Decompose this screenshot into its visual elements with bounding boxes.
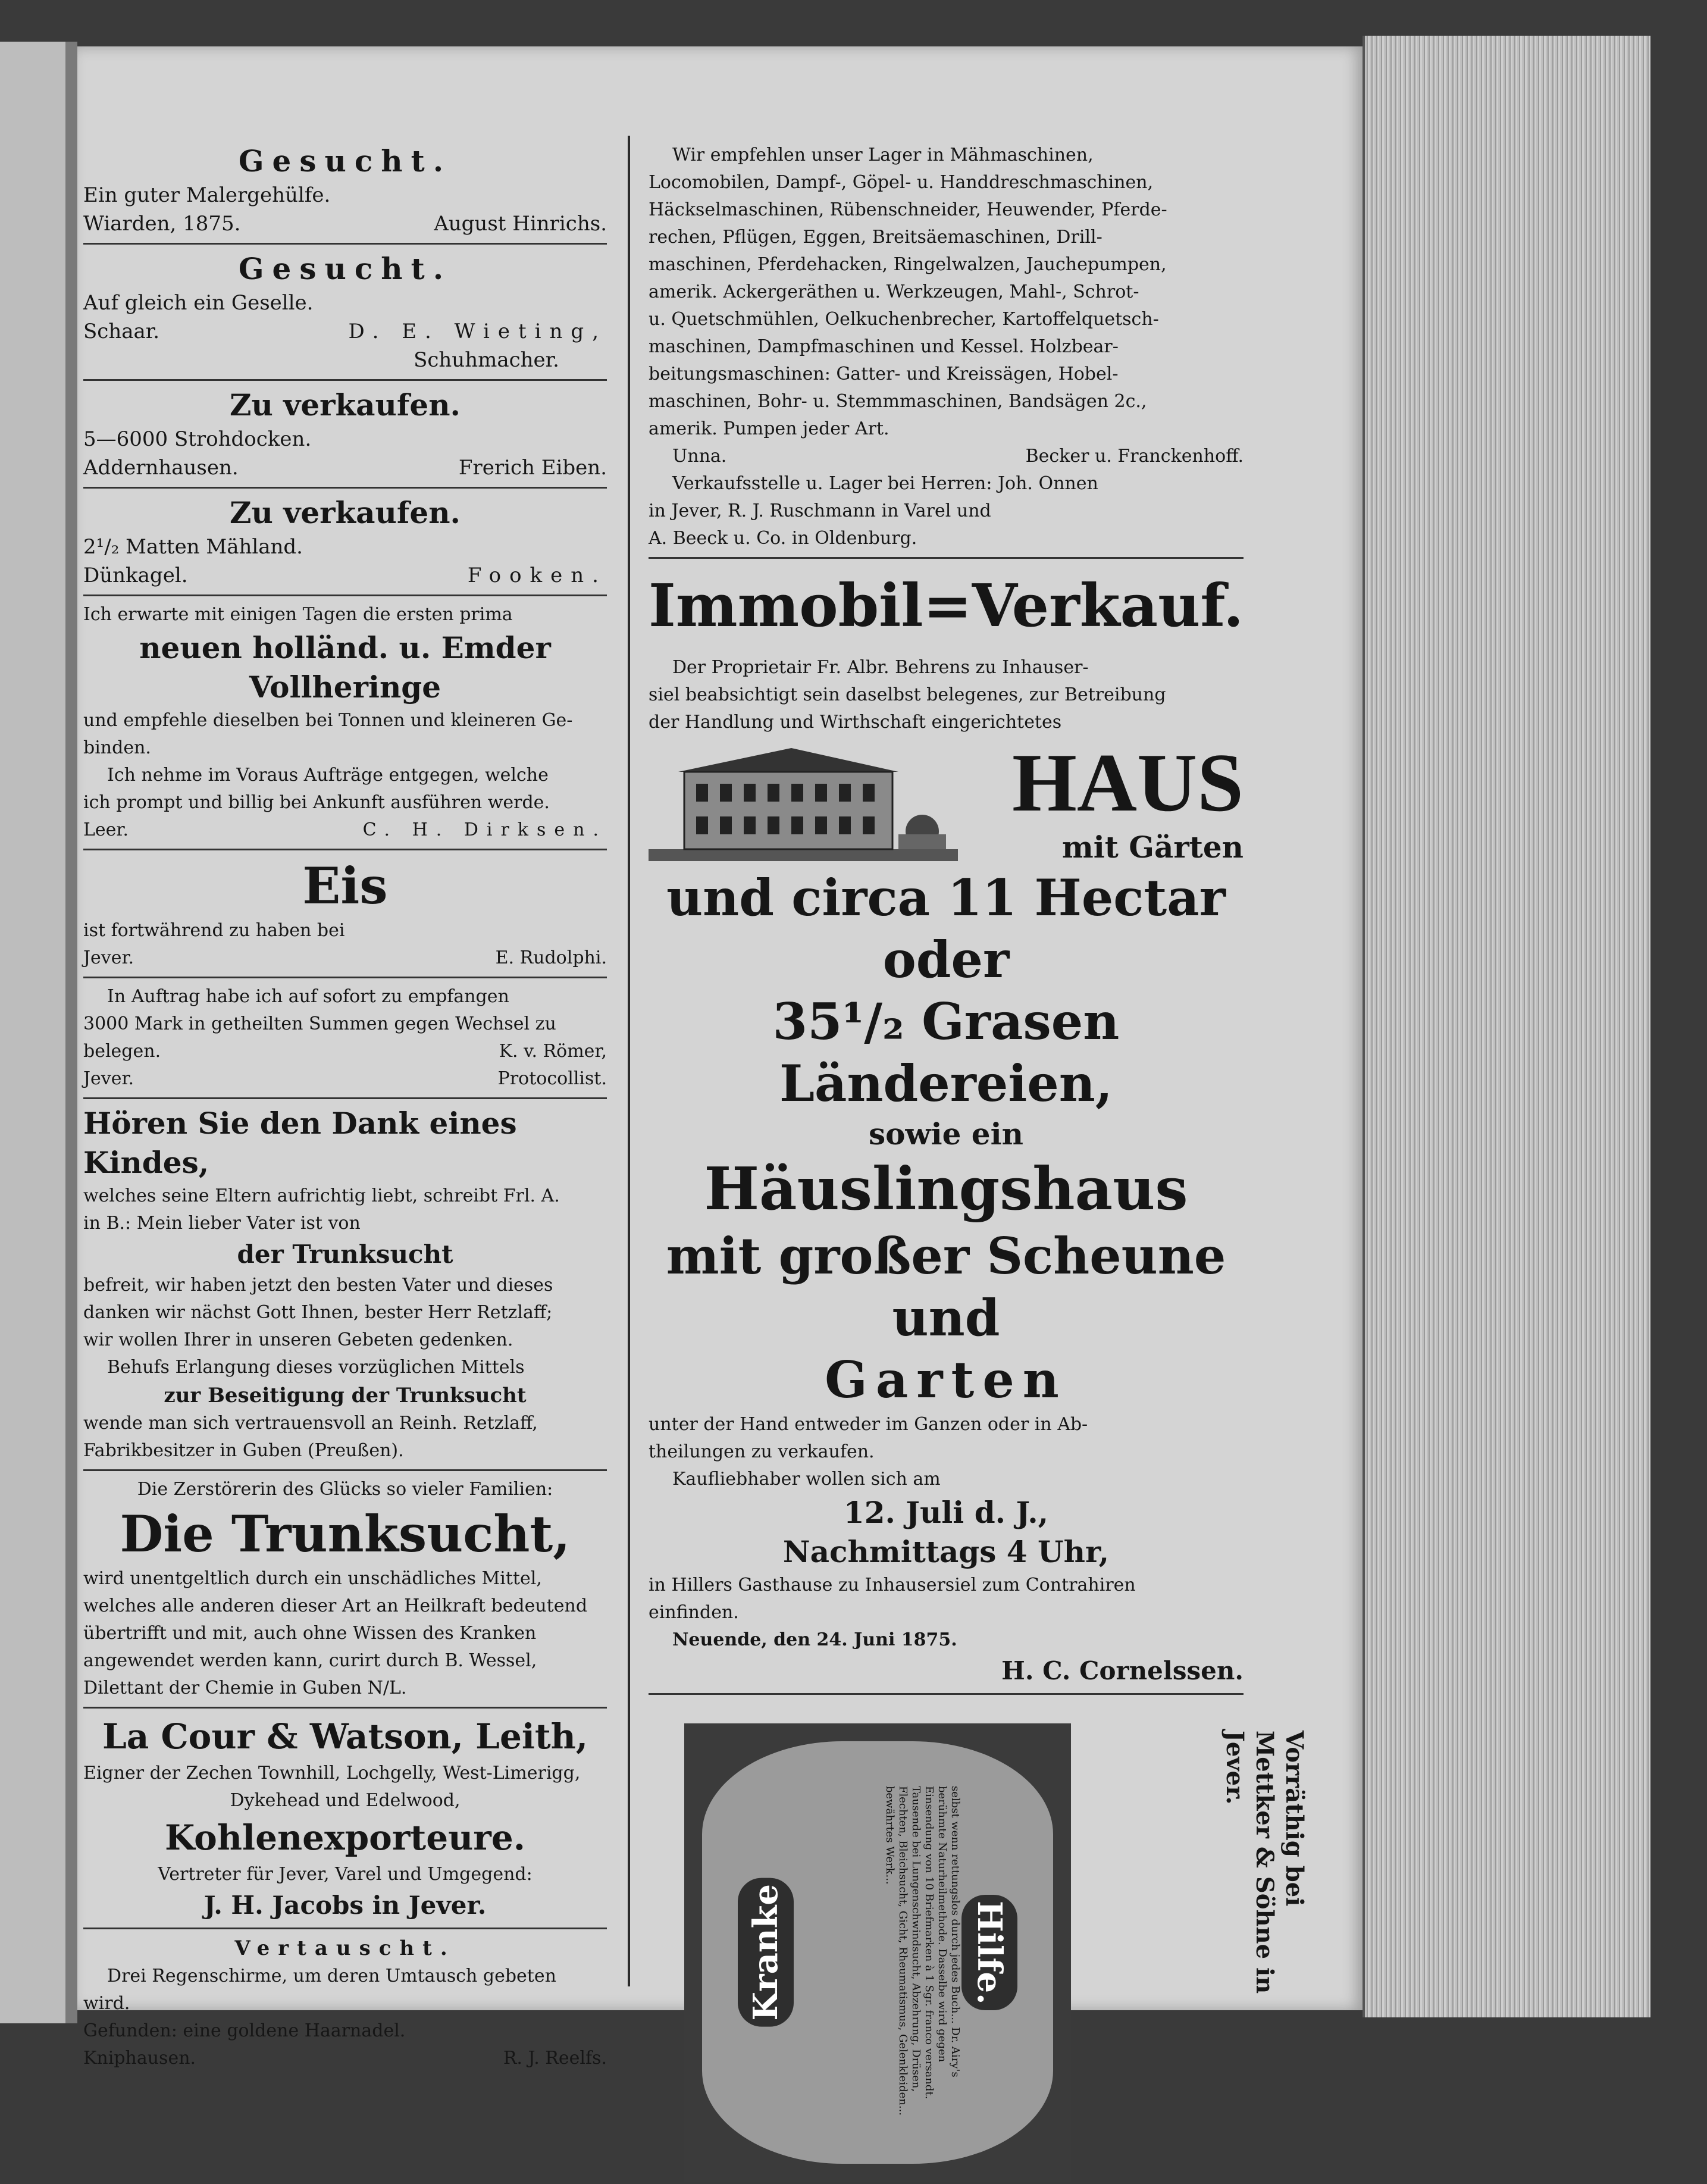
ad-la-cour-watson — [83, 1713, 607, 1923]
separator — [83, 243, 607, 245]
ad-line: beitungsmaschinen: Gatter- und Kreissägen, Hobel- — [649, 364, 1119, 384]
separator — [83, 487, 607, 489]
ad-line: Wir empfehlen unser Lager in Mähmaschinen, — [672, 145, 1094, 165]
ad-line: 3000 Mark in getheilten Summen gegen Wechsel zu — [83, 1013, 556, 1034]
ad-title: Die Trunksucht, — [120, 1504, 571, 1563]
ad-title: Eis — [302, 856, 388, 915]
ad-title: La Cour & Watson, Leith, — [102, 1716, 588, 1757]
separator — [649, 557, 1244, 559]
ad-line: Fabrikbesitzer in Guben (Preußen). — [83, 1440, 404, 1461]
ad-title: Hören Sie den Dank eines Kindes, — [83, 1106, 517, 1180]
ad-place: Unna. — [672, 446, 727, 467]
ad-place: Leer. — [83, 819, 129, 840]
ad-place: Neuende, den 24. Juni 1875. — [672, 1629, 957, 1650]
ad-line: In Auftrag habe ich auf sofort zu empfangen — [107, 986, 509, 1007]
separator — [83, 977, 607, 978]
ad-line: Auf gleich ein Geselle. — [83, 291, 314, 315]
separator — [83, 1469, 607, 1471]
ad-place: Jever. — [83, 947, 134, 968]
ad-line: Locomobilen, Dampf-, Göpel- u. Handdreschmaschinen, — [649, 172, 1154, 193]
ad-signature: R. J. Reelfs. — [503, 2048, 607, 2069]
ad-signature: E. Rudolphi. — [495, 947, 607, 968]
haus-heading: HAUS — [1012, 737, 1244, 829]
ad-signature: Frerich Eiben. — [458, 456, 607, 480]
ad-line: welches alle anderen dieser Art an Heilkraft bedeutend — [83, 1595, 588, 1616]
ad-line: Drei Regenschirme, um deren Umtausch gebeten — [107, 1966, 556, 1986]
ad-line: angewendet werden kann, curirt durch B. Wessel, — [83, 1650, 537, 1671]
ad-place: Wiarden, 1875. — [83, 212, 241, 236]
ad-title: Zu verkaufen. — [230, 387, 461, 423]
ad-place: Jever. — [83, 1068, 134, 1089]
ad-line: maschinen, Bohr- u. Stemmmaschinen, Bandsägen 2c., — [649, 391, 1147, 412]
ad-subtitle: zur Beseitigung der Trunksucht — [164, 1384, 527, 1407]
vorraethig-note: Vorräthig bei Mettker & Söhne in Jever. — [1221, 1731, 1308, 1994]
right-column — [649, 142, 1244, 2116]
ad-subtitle: mit Gärten — [1061, 830, 1244, 865]
ad-line: in Hillers Gasthause zu Inhausersiel zum Contrahiren — [649, 1575, 1136, 1595]
ad-line: Dilettant der Chemie in Guben N/L. — [83, 1678, 407, 1698]
ad-title: Vertauscht. — [234, 1936, 456, 1960]
ad-vollheringe — [83, 601, 607, 844]
ad-line: Ich erwarte mit einigen Tagen die ersten prima — [83, 604, 513, 625]
ad-vertauscht — [83, 1934, 607, 2072]
newspaper-page — [77, 46, 1363, 2116]
ad-headline: Garten — [825, 1350, 1067, 1409]
ad-signature: J. H. Jacobs in Jever. — [203, 1891, 487, 1920]
ad-subtitle: der Trunksucht — [237, 1240, 453, 1269]
ad-gesucht-1 — [83, 142, 607, 238]
ad-line: in Jever, R. J. Ruschmann in Varel und — [649, 500, 991, 521]
ad-line: Häckselmaschinen, Rübenschneider, Heuwender, Pferde- — [649, 199, 1167, 220]
ad-title: Immobil=Verkauf. — [649, 572, 1244, 640]
ad-headline: und circa 11 Hectar oder — [666, 868, 1226, 989]
ad-line: Verkaufsstelle u. Lager bei Herren: Joh. Onnen — [672, 473, 1098, 494]
ad-line: wird unentgeltlich durch ein unschädliches Mittel, — [83, 1568, 542, 1589]
ad-place: Schaar. — [83, 320, 160, 343]
ad-line: amerik. Ackergeräthen u. Werkzeugen, Mahl-, Schrot- — [649, 281, 1139, 302]
ad-line: ist fortwährend zu haben bei — [83, 920, 345, 941]
separator — [83, 379, 607, 381]
ad-signature: Becker u. Franckenhoff. — [1025, 446, 1244, 467]
ad-headline: neuen holländ. u. Emder Vollheringe — [139, 630, 551, 705]
separator — [83, 595, 607, 596]
book-gutter — [65, 42, 77, 2023]
ad-line: 5—6000 Strohdocken. — [83, 427, 312, 451]
ad-signature-role: Protocollist. — [497, 1068, 607, 1089]
ad-line: binden. — [83, 737, 151, 758]
ad-line: theilungen zu verkaufen. — [649, 1441, 875, 1462]
ad-time: Nachmittags 4 Uhr, — [782, 1534, 1110, 1569]
kranke-hilfe-ad — [684, 1723, 1071, 2182]
separator — [83, 1928, 607, 1929]
ad-line: 2¹/₂ Matten Mähland. — [83, 535, 303, 559]
ad-line: welches seine Eltern aufrichtig liebt, schreibt Frl. A. — [83, 1185, 560, 1206]
ad-line: amerik. Pumpen jeder Art. — [649, 418, 889, 439]
ad-line: maschinen, Pferdehacken, Ringelwalzen, Jauchepumpen, — [649, 254, 1167, 275]
house-illustration — [649, 736, 958, 867]
kranke-oval — [702, 1741, 1053, 2164]
ad-signature: H. C. Cornelssen. — [1001, 1656, 1244, 1685]
ad-title: Gesucht. — [238, 251, 452, 286]
ad-line: Ich nehme im Voraus Aufträge entgegen, welche — [107, 765, 549, 786]
ad-signature: D. E. Wieting, — [348, 320, 607, 343]
kranke-word: Kranke — [738, 1878, 794, 2027]
separator — [83, 849, 607, 850]
ad-signature: K. v. Römer, — [499, 1041, 607, 1062]
ad-headline: mit großer Scheune und — [666, 1226, 1226, 1347]
ad-line: Ein guter Malergehülfe. — [83, 183, 331, 207]
hilfe-word: Hilfe. — [961, 1895, 1017, 2011]
ad-line: Vertreter für Jever, Varel und Umgegend: — [158, 1864, 533, 1885]
ad-line: und empfehle dieselben bei Tonnen und kleineren Ge- — [83, 710, 573, 731]
ad-line: Kaufliebhaber wollen sich am — [672, 1469, 941, 1490]
ad-place: belegen. — [83, 1041, 161, 1062]
ad-subtitle: Kohlenexporteure. — [165, 1817, 525, 1858]
ad-line: in B.: Mein lieber Vater ist von — [83, 1213, 361, 1234]
column-divider — [628, 136, 630, 1986]
haus-block — [649, 736, 1244, 867]
ad-line: unter der Hand entweder im Ganzen oder in Ab- — [649, 1414, 1088, 1435]
separator — [83, 1707, 607, 1709]
ad-dank-kindes — [83, 1104, 607, 1465]
ad-eis — [83, 855, 607, 972]
ad-line: maschinen, Dampfmaschinen und Kessel. Holzbear- — [649, 336, 1119, 357]
separator — [83, 1097, 607, 1099]
ad-trunksucht — [83, 1476, 607, 1702]
ad-line: Die Zerstörerin des Glücks so vieler Familien: — [137, 1479, 553, 1500]
ad-line: befreit, wir haben jetzt den besten Vater und dieses — [83, 1275, 553, 1296]
ad-line: siel beabsichtigt sein daselbst belegenes, zur Betreibung — [649, 684, 1166, 705]
ad-wechsel — [83, 983, 607, 1093]
kranke-body-text: selbst wenn rettungslos durch jedes Buch... Dr. Airy's berühmte Naturheilmethode. Dasselbe wird gegen Einsendung von 10 Briefmarken à 1 Sgr. franco versandt. Tausende bei Lungenschwindsucht, Abzehrung, Drüsen, Flechten, Bleichsucht, Gicht, Rheumatismus, Gelenkleiden... bewährtes Werk... — [884, 1786, 961, 2116]
ad-line: ich prompt und billig bei Ankunft ausführen werde. — [83, 792, 550, 813]
ad-verkaufen-1 — [83, 386, 607, 482]
ad-line: wird. — [83, 1993, 130, 2014]
ad-line: danken wir nächst Gott Ihnen, bester Herr Retzlaff; — [83, 1302, 553, 1323]
ad-headline: 35¹/₂ Grasen Ländereien, — [772, 992, 1120, 1113]
ad-subtitle: sowie ein — [869, 1116, 1023, 1152]
separator — [649, 1693, 1244, 1695]
ad-signature: C. H. Dirksen. — [362, 819, 607, 840]
ad-line: wende man sich vertrauensvoll an Reinh. Retzlaff, — [83, 1413, 538, 1434]
ad-line: u. Quetschmühlen, Oelkuchenbrecher, Kartoffelquetsch- — [649, 309, 1159, 330]
ad-line: Dykehead und Edelwood, — [230, 1790, 461, 1811]
ad-line: Der Proprietair Fr. Albr. Behrens zu Inhauser- — [672, 657, 1089, 678]
ad-headline: Häuslingshaus — [704, 1155, 1188, 1224]
ad-gesucht-2 — [83, 249, 607, 374]
ad-verkaufen-2 — [83, 493, 607, 590]
ad-line: Eigner der Zechen Townhill, Lochgelly, West-Limerigg, — [83, 1763, 581, 1784]
ad-signature: August Hinrichs. — [434, 212, 607, 236]
ad-line: Gefunden: eine goldene Haarnadel. — [83, 2020, 406, 2041]
ad-signature-role: Schuhmacher. — [414, 348, 559, 372]
ad-place: Addernhausen. — [83, 456, 239, 480]
ad-line: A. Beeck u. Co. in Oldenburg. — [649, 528, 917, 549]
ad-title: Zu verkaufen. — [230, 495, 461, 530]
ad-date: 12. Juli d. J., — [843, 1495, 1049, 1530]
ad-line: Behufs Erlangung dieses vorzüglichen Mittels — [107, 1357, 525, 1378]
ad-title: Gesucht. — [238, 143, 452, 179]
ad-immobil-verkauf — [649, 571, 1244, 1688]
ad-place: Kniphausen. — [83, 2048, 196, 2069]
ad-line: der Handlung und Wirthschaft eingerichtetes — [649, 712, 1062, 733]
ad-place: Dünkagel. — [83, 564, 188, 587]
book-page-edges — [1363, 36, 1650, 2017]
ad-line: übertrifft und mit, auch ohne Wissen des Kranken — [83, 1623, 537, 1644]
adjacent-page-strip — [0, 42, 77, 2023]
ad-signature: Fooken. — [467, 564, 607, 587]
left-column — [83, 142, 607, 2069]
ad-line: wir wollen Ihrer in unseren Gebeten gedenken. — [83, 1329, 513, 1350]
ad-line: rechen, Pflügen, Eggen, Breitsäemaschinen, Drill- — [649, 227, 1102, 248]
ad-line: einfinden. — [649, 1602, 739, 1623]
ad-maschinen — [649, 142, 1244, 552]
